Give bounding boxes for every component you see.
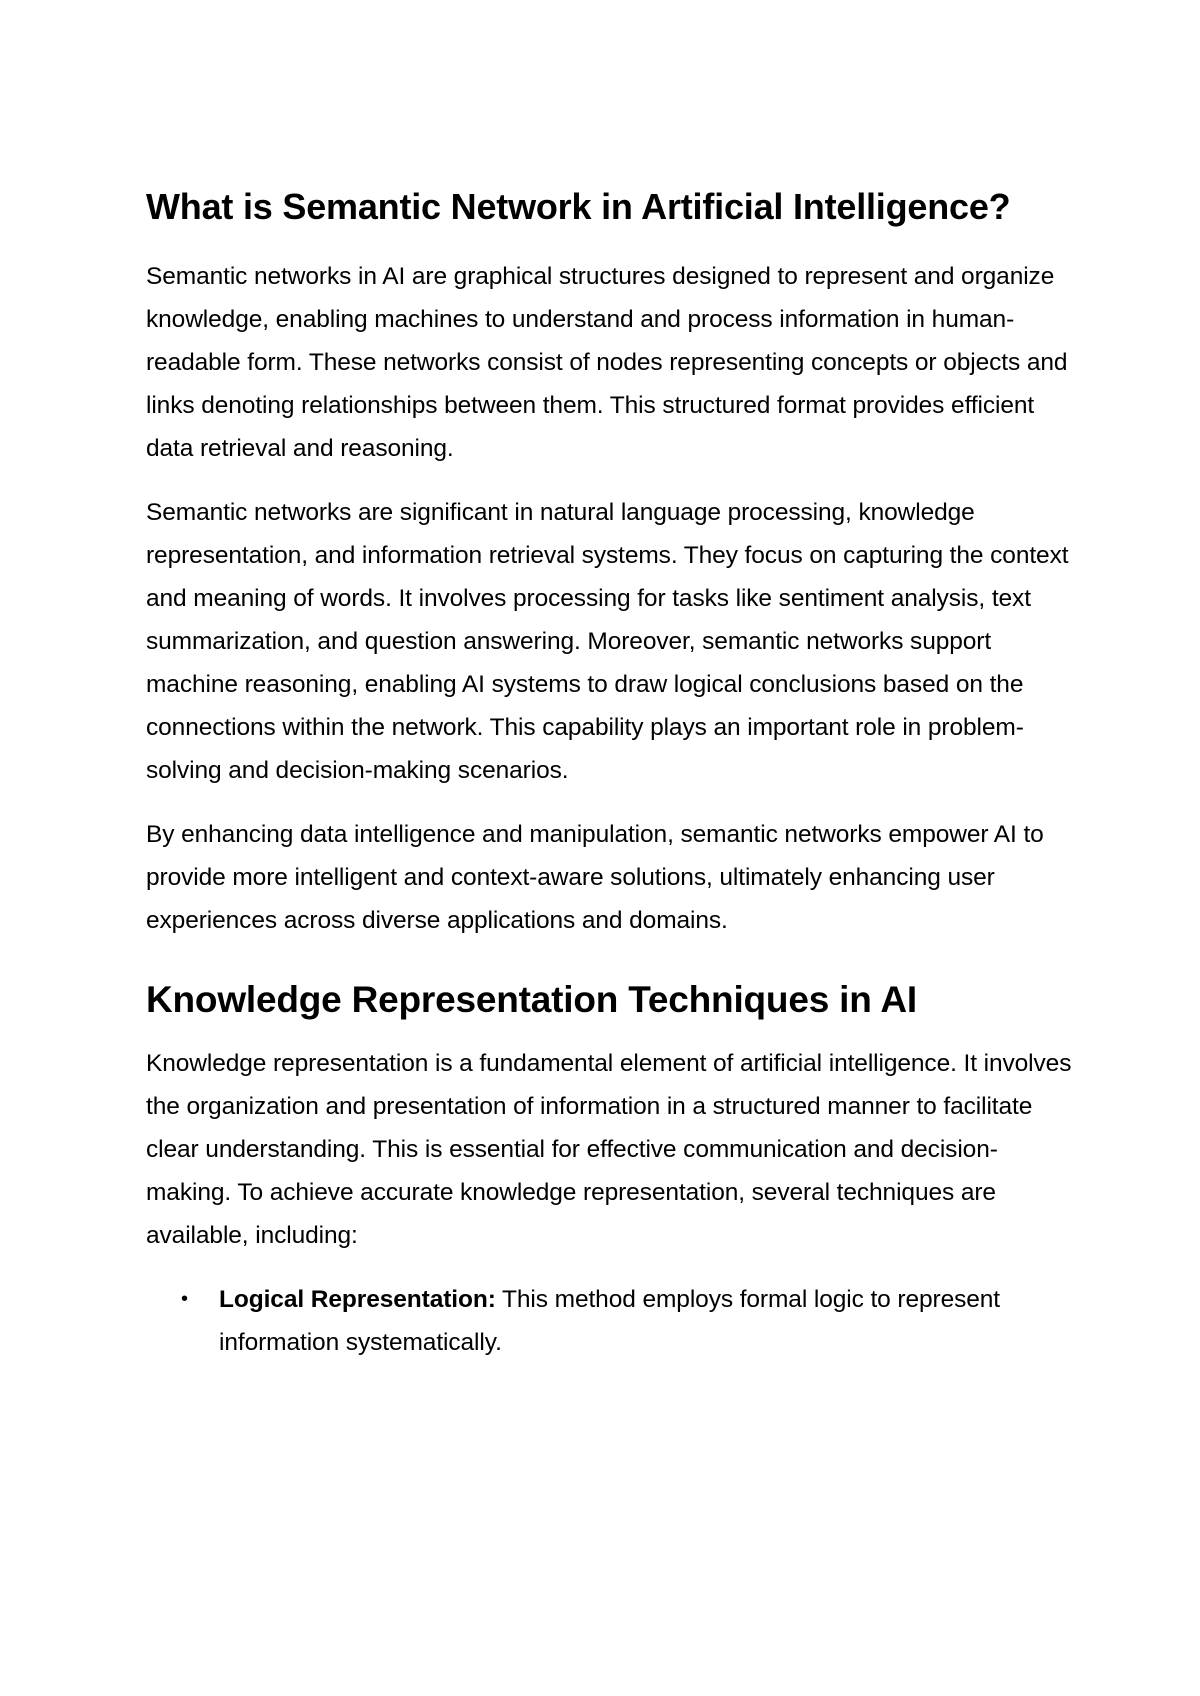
techniques-list bbox=[146, 1278, 1076, 1364]
document-page bbox=[146, 182, 1076, 1364]
paragraph-knowledge-representation-intro: Knowledge representation is a fundamental element of artificial intelligence. It involves the organization and presentation of information in a structured manner to facilitate clear understanding. This is essential for effective communication and decision-making. To achieve accurate knowledge representation, several techniques are available, including: bbox=[146, 1050, 1072, 1249]
bullet-icon: • bbox=[181, 1288, 188, 1310]
paragraph-semantic-network-significance: Semantic networks are significant in natural language processing, knowledge representation, and information retrieval systems. They focus on capturing the context and meaning of words. It involves processing for tasks like sentiment analysis, text summarization, and question answering. Moreover, semantic networks support machine reasoning, enabling AI systems to draw logical conclusions based on the connections within the network. This capability plays an important role in problem-solving and decision-making scenarios. bbox=[146, 499, 1069, 784]
list-item bbox=[146, 1278, 1076, 1364]
technique-term: Logical Representation: bbox=[219, 1286, 496, 1313]
paragraph-semantic-network-benefits: By enhancing data intelligence and manipulation, semantic networks empower AI to provide more intelligent and context-aware solutions, ultimately enhancing user experiences across diverse applications and domains. bbox=[146, 821, 1044, 934]
paragraph-semantic-network-definition: Semantic networks in AI are graphical structures designed to represent and organize knowledge, enabling machines to understand and process information in human-readable form. These networks consist of nodes representing concepts or objects and links denoting relationships between them. This structured format provides efficient data retrieval and reasoning. bbox=[146, 263, 1068, 462]
technique-description: This method employs formal logic to represent information systematically. bbox=[219, 1286, 1001, 1356]
section-title-semantic-network: What is Semantic Network in Artificial Intelligence? bbox=[146, 186, 1011, 227]
section-title-knowledge-representation: Knowledge Representation Techniques in AI bbox=[146, 979, 917, 1020]
